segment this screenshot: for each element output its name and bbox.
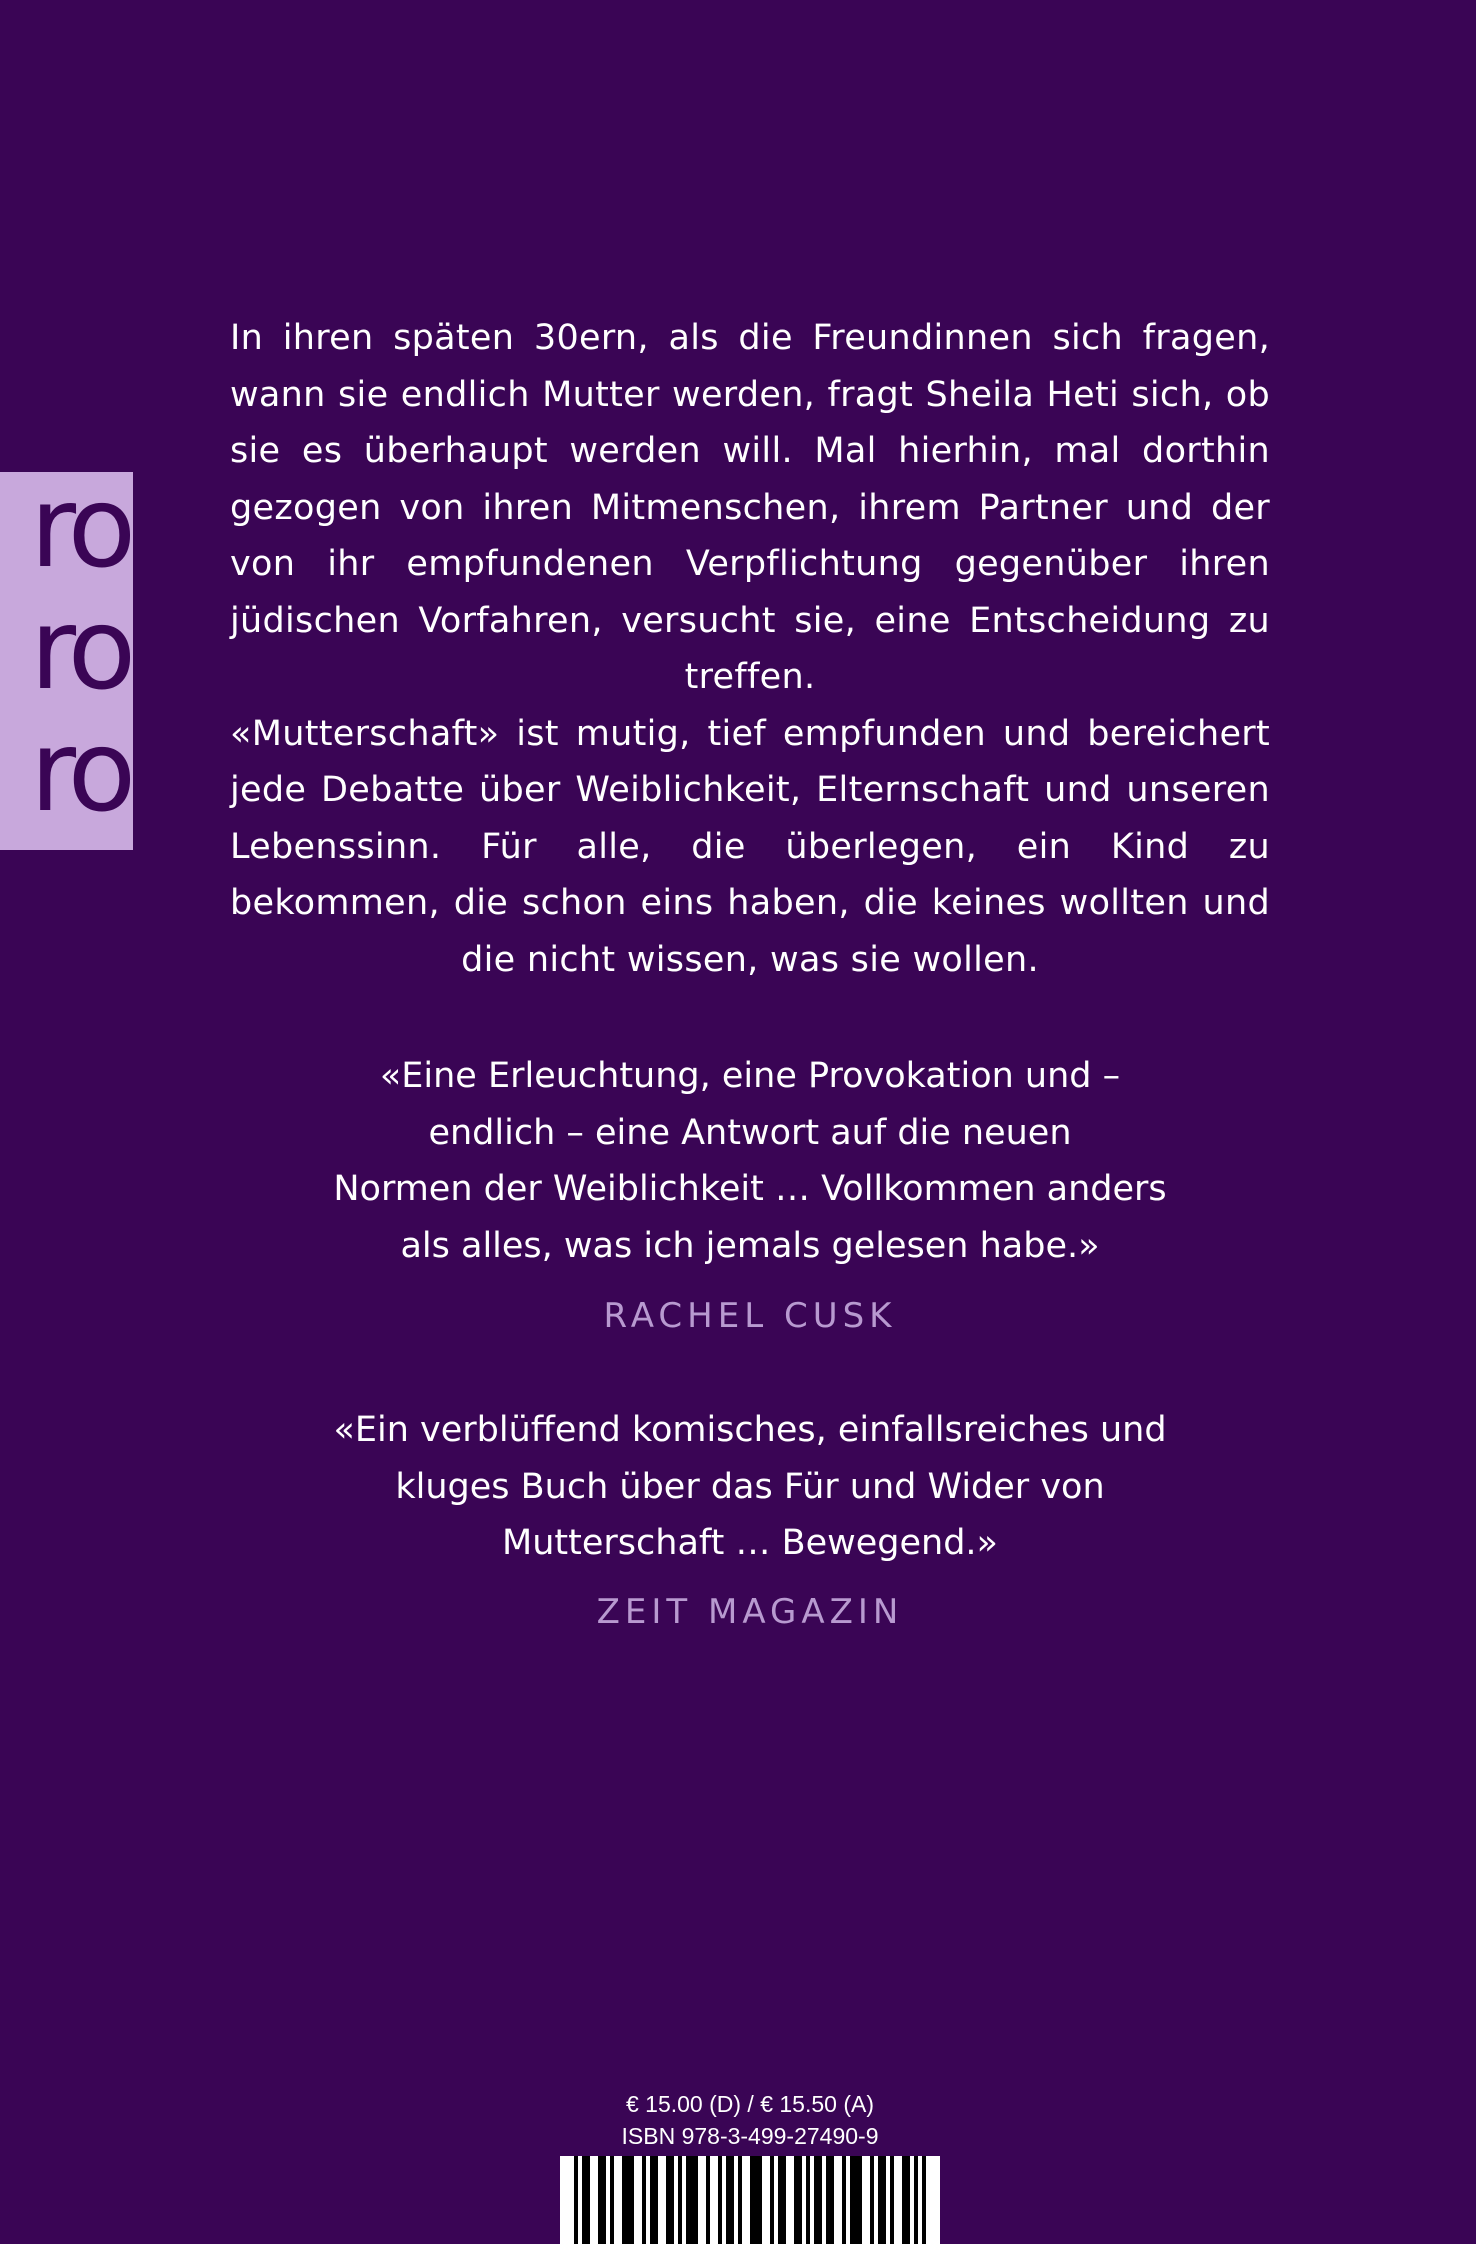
barcode-bar (602, 2156, 606, 2244)
barcode-bar (806, 2156, 810, 2244)
barcode-bar (718, 2156, 722, 2244)
quote-line: als alles, was ich jemals gelesen habe.» (400, 1225, 1100, 1266)
barcode-bar (666, 2156, 670, 2244)
isbn-text: ISBN 978-3-499-27490-9 (621, 2123, 879, 2149)
barcode-bar (878, 2156, 882, 2244)
barcode-bar (650, 2156, 654, 2244)
barcode-bar (738, 2156, 742, 2244)
review-quote (250, 1048, 1250, 1345)
blurb-paragraph: In ihren späten 30ern, als die Freundinnen sich fragen, wann sie endlich Mutter werden, fragt Sheila Heti sich, ob sie es überhaupt werden will. Mal hierhin, mal dorthin gezogen von ihren Mitmenschen, ihrem Partner und der von ihr empfundenen Verpflichtung gegenüber ihren jüdischen Vorfahren, versucht sie, eine Entscheidung zu treffen. (230, 318, 1270, 697)
rororo-logo (0, 472, 133, 850)
review-quote (250, 1402, 1250, 1640)
blurb-text (230, 310, 1270, 988)
barcode-bar (622, 2156, 626, 2244)
logo-line: ro (30, 585, 131, 715)
barcode-bar (830, 2156, 834, 2244)
quote-line: endlich – eine Antwort auf die neuen (428, 1112, 1072, 1153)
barcode-bar (858, 2156, 862, 2244)
quote-source: RACHEL CUSK (603, 1296, 897, 1336)
barcode-bar (598, 2156, 602, 2244)
barcode-bar (654, 2156, 658, 2244)
barcode-bar (582, 2156, 586, 2244)
quote-line: Normen der Weiblichkeit … Vollkommen anders (333, 1169, 1167, 1209)
barcode-bar (890, 2156, 894, 2244)
barcode (560, 2156, 940, 2244)
price-text: € 15.00 (D) / € 15.50 (A) (625, 2091, 874, 2117)
logo-line: ro (30, 472, 131, 593)
price-info (560, 2088, 940, 2152)
barcode-bar (814, 2156, 818, 2244)
quote-line: «Ein verblüffend komisches, einfallsreiches und (333, 1410, 1167, 1450)
barcode-bar (842, 2156, 846, 2244)
barcode-bar (574, 2156, 578, 2244)
barcode-bar (730, 2156, 734, 2244)
barcode-bar (914, 2156, 918, 2244)
barcode-bar (782, 2156, 786, 2244)
quote-line: «Eine Erleuchtung, eine Provokation und – (379, 1056, 1121, 1096)
barcode-bar (922, 2156, 926, 2244)
barcode-bar (750, 2156, 754, 2244)
barcode-bar (706, 2156, 710, 2244)
barcode-bar (770, 2156, 774, 2244)
barcode-bar (902, 2156, 906, 2244)
barcode-bar (798, 2156, 802, 2244)
barcode-bar (694, 2156, 698, 2244)
quote-line: Mutterschaft … Bewegend.» (502, 1523, 998, 1563)
barcode-graphic (560, 2156, 940, 2244)
barcode-bar (850, 2156, 854, 2244)
barcode-bar (758, 2156, 762, 2244)
barcode-bar (882, 2156, 886, 2244)
barcode-bar (794, 2156, 798, 2244)
blurb-paragraph: «Mutterschaft» ist mutig, tief empfunden und bereichert jede Debatte über Weiblichkeit, Elternschaft und unseren Lebenssinn. Für alle, die überlegen, ein Kind zu bekommen, die schon eins haben, die keines wollten und die nicht wissen, was sie wollen. (230, 713, 1270, 980)
quote-line: kluges Buch über das Für und Wider von (395, 1466, 1105, 1507)
barcode-bar (670, 2156, 674, 2244)
barcode-bar (586, 2156, 590, 2244)
barcode-bar (610, 2156, 614, 2244)
barcode-bar (686, 2156, 690, 2244)
barcode-bar (690, 2156, 694, 2244)
barcode-bar (754, 2156, 758, 2244)
barcode-bar (818, 2156, 822, 2244)
barcode-bar (906, 2156, 910, 2244)
barcode-bar (630, 2156, 634, 2244)
quote-text (250, 1048, 1250, 1274)
quote-source: ZEIT MAGAZIN (596, 1591, 904, 1632)
barcode-bar (626, 2156, 630, 2244)
barcode-bar (778, 2156, 782, 2244)
quote-text (250, 1402, 1250, 1572)
barcode-bar (642, 2156, 646, 2244)
barcode-bar (870, 2156, 874, 2244)
barcode-bar (726, 2156, 730, 2244)
barcode-bar (826, 2156, 830, 2244)
barcode-bar (678, 2156, 682, 2244)
barcode-bar (854, 2156, 858, 2244)
logo-line: ro (30, 707, 131, 837)
